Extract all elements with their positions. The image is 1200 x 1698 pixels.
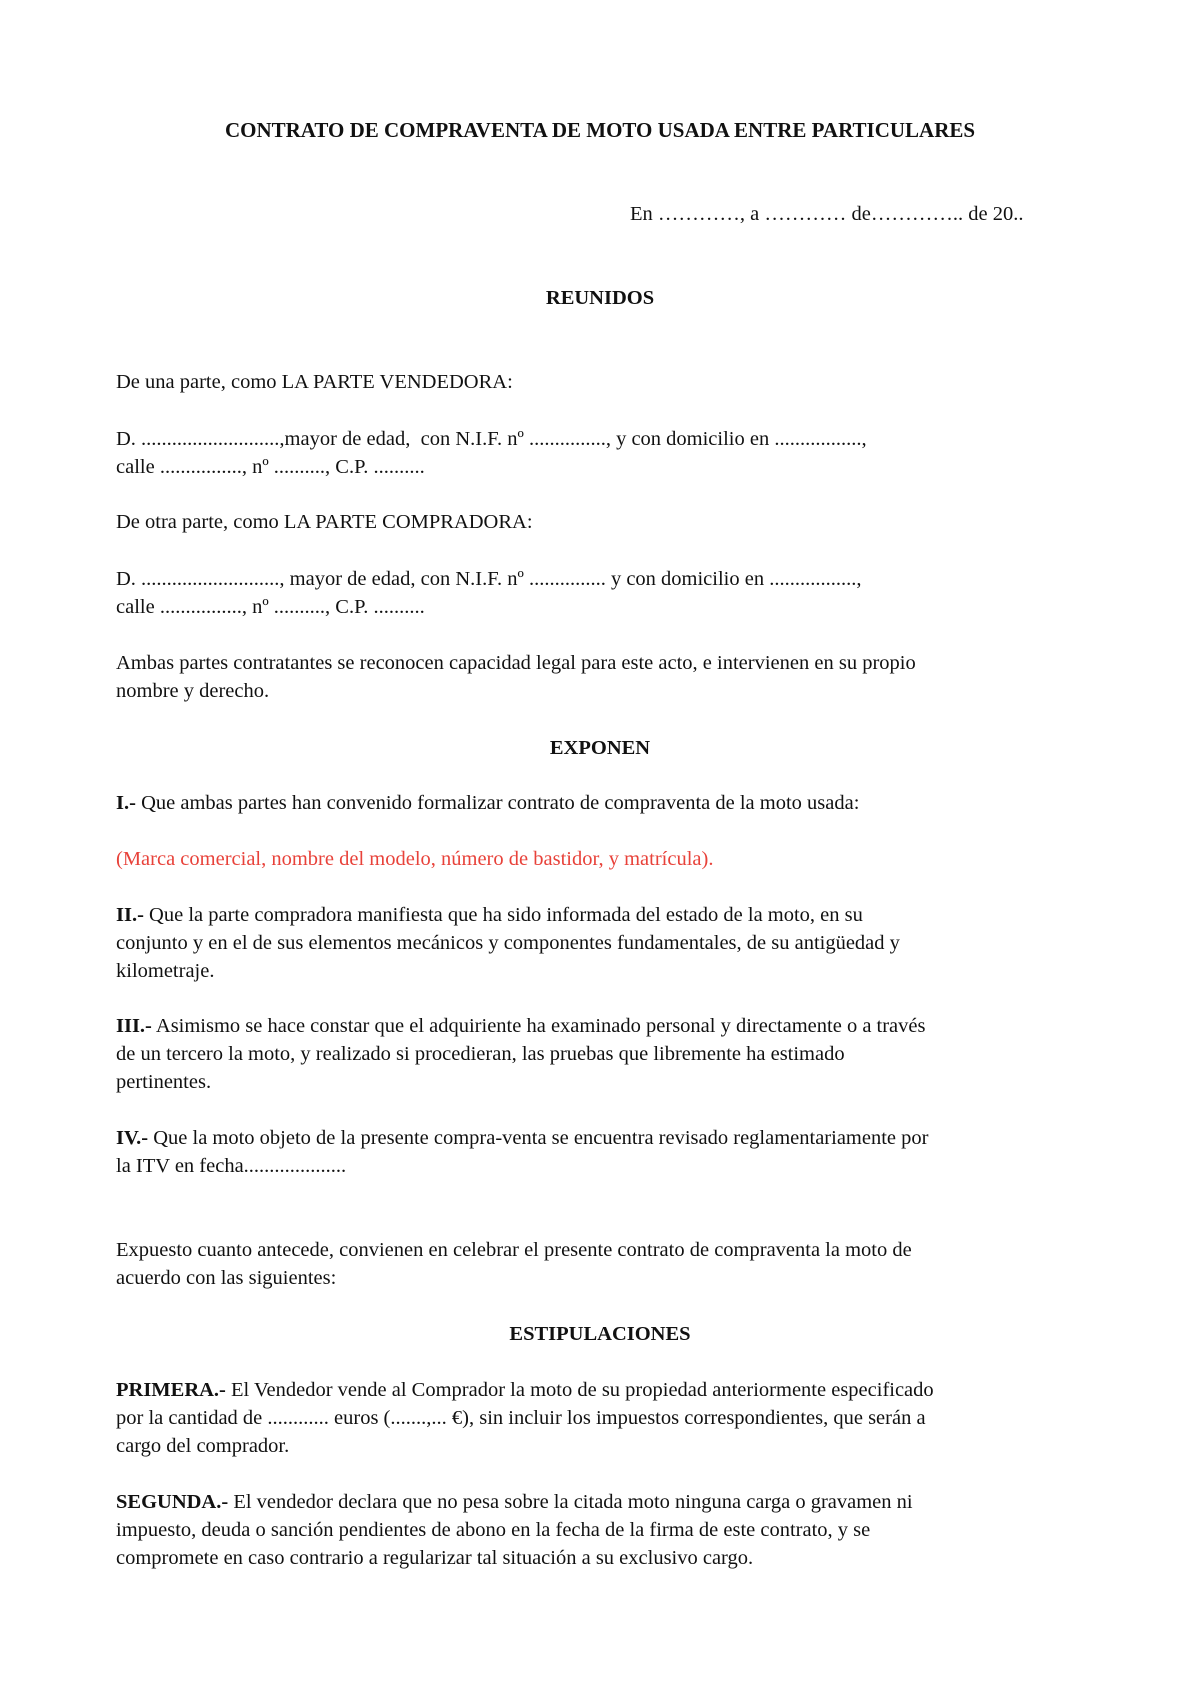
- exponen-item-1-text: Que ambas partes han convenido formalizar contrato de compraventa de la moto usada:: [135, 792, 860, 814]
- buyer-details-line2: calle ................, nº .........., C.P. ..........: [116, 596, 425, 618]
- heading-estipulaciones: ESTIPULACIONES: [509, 1323, 691, 1345]
- exponen-item-4-lead: IV.-: [116, 1127, 149, 1149]
- estipulacion-segunda: [116, 1488, 1091, 1572]
- capacity-paragraph: Ambas partes contratantes se reconocen capacidad legal para este acto, e intervienen en su propio nombre y derecho.: [116, 652, 916, 702]
- exponen-item-1: [116, 789, 1091, 817]
- heading-reunidos: REUNIDOS: [545, 287, 655, 309]
- heading-exponen: EXPONEN: [549, 737, 651, 759]
- document-title: CONTRATO DE COMPRAVENTA DE MOTO USADA ENTRE PARTICULARES: [224, 118, 976, 142]
- buyer-details-line1: D. ..........................., mayor de edad, con N.I.F. nº ............... y con domicilio en .................,: [116, 568, 862, 590]
- estipulacion-primera: [116, 1376, 1091, 1460]
- estipulacion-segunda-text: El vendedor declara que no pesa sobre la citada moto ninguna carga o gravamen ni impuesto, deuda o sanción pendientes de abono en la fecha de la firma de este contrato, y se compromete en caso contrario a regularizar tal situación a su exclusivo cargo.: [116, 1491, 913, 1569]
- estipulacion-primera-lead: PRIMERA.-: [116, 1379, 226, 1401]
- exponen-item-1-lead: I.-: [116, 792, 136, 814]
- exponen-item-3: [116, 1012, 1091, 1096]
- exponen-item-3-lead: III.-: [116, 1015, 152, 1037]
- buyer-intro: De otra parte, como LA PARTE COMPRADORA:: [116, 511, 533, 533]
- exponen-item-2-lead: II.-: [116, 904, 144, 926]
- seller-intro: De una parte, como LA PARTE VENDEDORA:: [116, 371, 513, 393]
- exponen-item-2-text: Que la parte compradora manifiesta que ha sido informada del estado de la moto, en su conjunto y en el de sus elementos mecánicos y componentes fundamentales, de su antigüedad y kilometraje.: [116, 904, 900, 982]
- seller-details-line1: D. ...........................,mayor de edad, con N.I.F. nº ..............., y con domicilio en .................,: [116, 428, 867, 450]
- estipulacion-segunda-lead: SEGUNDA.-: [116, 1491, 229, 1513]
- exponen-item-2: [116, 901, 1091, 985]
- estipulacion-primera-text: El Vendedor vende al Comprador la moto de su propiedad anteriormente especificado por la cantidad de ............ euros (.......,... €), sin incluir los impuestos correspondientes, que serán a cargo del comprador.: [116, 1379, 934, 1457]
- exponen-item-3-text: Asimismo se hace constar que el adquiriente ha examinado personal y directamente o a través de un tercero la moto, y realizado si procedieran, las pruebas que libremente ha estimado pertinentes.: [116, 1015, 926, 1093]
- place-date-line: En …………, a ………… de………….. de 20..: [630, 203, 1024, 225]
- vehicle-placeholder: (Marca comercial, nombre del modelo, número de bastidor, y matrícula).: [116, 848, 714, 870]
- seller-details-line2: calle ................, nº .........., C.P. ..........: [116, 456, 425, 478]
- exponen-closing: Expuesto cuanto antecede, convienen en celebrar el presente contrato de compraventa la moto de acuerdo con las siguientes:: [116, 1239, 912, 1289]
- exponen-item-4-text: Que la moto objeto de la presente compra-venta se encuentra revisado reglamentariamente por la ITV en fecha....................: [116, 1127, 929, 1177]
- exponen-item-4: [116, 1124, 1091, 1180]
